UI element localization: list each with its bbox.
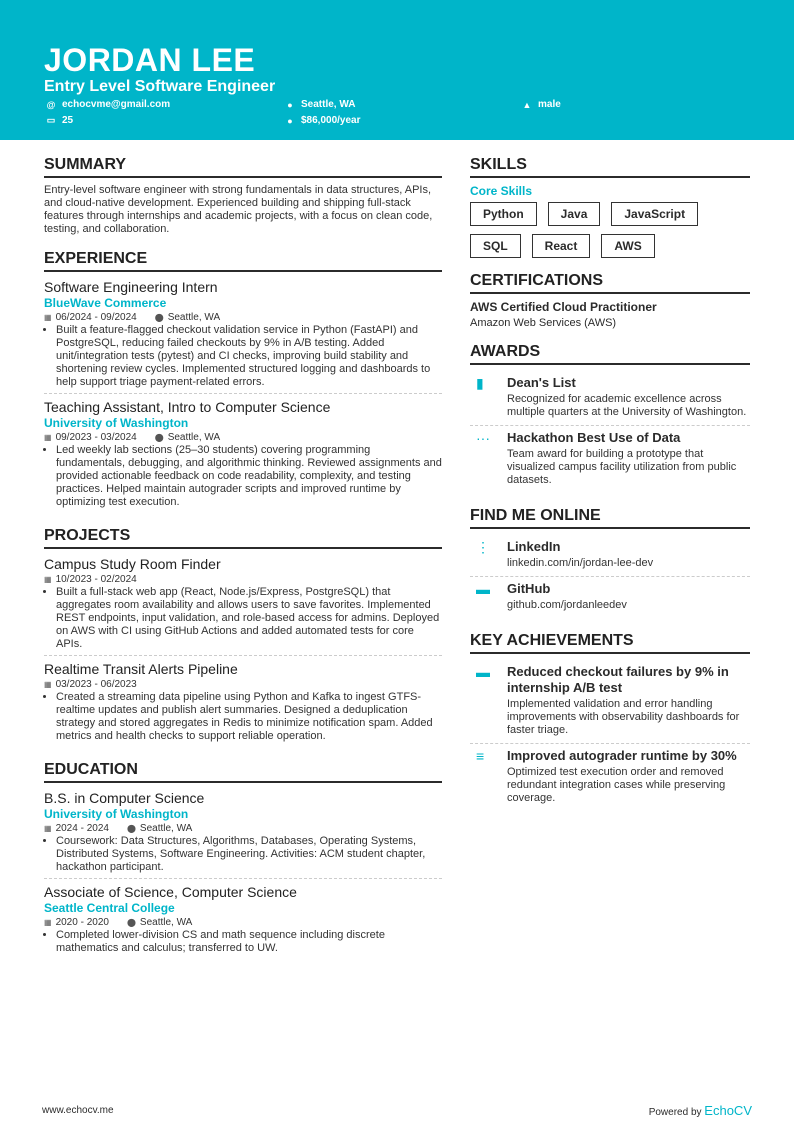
footer-powered — [649, 1103, 752, 1118]
entry-bullet: • Built a feature-flagged checkout validation service in Python (FastAPI) and PostgreSQL, reducing failed checkouts by 9% in A/B testing. Added unit/integration tests (pytest) and CI checks, improving build stability and shortening review cycles. Implemented structured logging and dashboards to help support triage payment-related errors. — [56, 324, 442, 389]
contact-location — [285, 99, 355, 110]
section-heading: EXPERIENCE — [44, 250, 442, 272]
entry-dates: 2020 - 2020 — [55, 917, 109, 928]
skill-tag: AWS — [601, 234, 654, 258]
entry-title: Teaching Assistant, Intro to Computer Science — [44, 399, 331, 415]
contact-salary — [285, 115, 361, 126]
gender-text: male — [538, 99, 561, 110]
entry-dates: 2024 - 2024 — [55, 823, 109, 834]
candidate-name: JORDAN LEE — [44, 42, 256, 78]
skill-tag: Python — [470, 202, 537, 226]
location-pin-icon: ⬤ — [154, 313, 164, 322]
entry-title: Realtime Transit Alerts Pipeline — [44, 661, 238, 677]
location-pin-icon: ⬤ — [126, 824, 136, 833]
left-column — [44, 156, 442, 973]
award-desc: Team award for building a prototype that visualized campus facility utilization from public datasets. — [507, 448, 737, 486]
skill-tag: SQL — [470, 234, 521, 258]
powered-text: Powered by — [648, 1107, 702, 1118]
skills-section — [470, 156, 750, 258]
experience-section — [44, 250, 442, 513]
at-icon: @ — [46, 99, 56, 110]
achievement-desc: Implemented validation and error handling improvements with observability dashboards for faster triage. — [507, 698, 740, 736]
document-icon: ▮ — [476, 375, 484, 391]
calendar-icon: ▦ — [44, 918, 52, 927]
calendar-icon: ▦ — [44, 680, 52, 689]
age-text: 25 — [62, 115, 74, 126]
project-entry — [44, 555, 442, 656]
contact-email — [46, 99, 170, 110]
entry-bullet: • Coursework: Data Structures, Algorithms, Databases, Operating Systems, Distributed Systems, Software Engineering. Activities: ACM student chapter, hackathon participant. — [56, 835, 442, 874]
section-heading: AWARDS — [470, 343, 750, 365]
header — [0, 0, 794, 140]
skill-tag: React — [532, 234, 591, 258]
online-section — [470, 507, 750, 618]
section-heading: KEY ACHIEVEMENTS — [470, 632, 750, 654]
calendar-icon: ▦ — [44, 313, 52, 322]
entry-meta — [44, 678, 442, 691]
section-heading: SKILLS — [470, 156, 750, 178]
skill-tag: JavaScript — [611, 202, 698, 226]
entry-dates: 09/2023 - 03/2024 — [55, 432, 137, 443]
section-heading: PROJECTS — [44, 527, 442, 549]
education-section — [44, 761, 442, 959]
awards-section — [470, 343, 750, 493]
online-title: LinkedIn — [507, 539, 561, 554]
entry-meta — [44, 311, 442, 324]
skill-tag: Java — [548, 202, 601, 226]
location-pin-icon: ● — [287, 99, 293, 110]
entry-bullet: • Completed lower-division CS and math sequence including discrete mathematics and calculus; transferred to UW. — [56, 929, 442, 955]
calendar-icon: ▦ — [44, 824, 52, 833]
cert-issuer: Amazon Web Services (AWS) — [470, 317, 617, 329]
online-item — [470, 535, 750, 577]
entry-org: BlueWave Commerce — [44, 296, 167, 310]
chat-icon: ▬ — [476, 581, 490, 597]
entry-title: Software Engineering Intern — [44, 279, 218, 295]
experience-entry — [44, 278, 442, 394]
entry-meta — [44, 573, 442, 586]
education-entry — [44, 883, 442, 959]
entry-meta — [44, 822, 442, 835]
achievements-section — [470, 632, 750, 811]
entry-location: Seattle, WA — [167, 312, 221, 323]
entry-location: Seattle, WA — [139, 917, 193, 928]
chat-dots-icon: ▬ — [476, 664, 490, 680]
entry-dates: 03/2023 - 06/2023 — [55, 679, 137, 690]
section-heading: CERTIFICATIONS — [470, 272, 750, 294]
skills-subtitle: Core Skills — [470, 184, 533, 198]
cert-name: AWS Certified Cloud Practitioner — [470, 300, 657, 314]
section-heading: FIND ME ONLINE — [470, 507, 750, 529]
contact-gender — [522, 99, 561, 110]
entry-dates: 10/2023 - 02/2024 — [55, 574, 137, 585]
contact-age — [46, 115, 73, 126]
calendar-icon: ▭ — [46, 115, 56, 125]
entry-title: Campus Study Room Finder — [44, 556, 221, 572]
online-link[interactable]: linkedin.com/in/jordan-lee-dev — [507, 557, 654, 569]
certifications-section — [470, 272, 750, 329]
entry-bullet: • Built a full-stack web app (React, Node.js/Express, PostgreSQL) that aggregates room availability and allows users to save favorites. Implemented REST endpoints, input validation, and role-based access for admins. Deployed on AWS with CI using GitHub Actions and added automated tests for core APIs. — [56, 586, 442, 651]
vertical-dots-icon: ⋮ — [476, 539, 490, 555]
summary-section — [44, 156, 442, 236]
experience-entry — [44, 398, 442, 513]
entry-bullet: • Led weekly lab sections (25–30 students) covering programming fundamentals, debugging, and algorithmic thinking. Reviewed assignments and provided actionable feedback on code readability, complexity, and testing practices. Helped maintain autograder scripts and improved runtime by optimizing test execution. — [56, 444, 442, 509]
entry-bullet: • Created a streaming data pipeline using Python and Kafka to ingest GTFS-realtime updates and publish alert summaries. Designed a deduplication strategy and stored aggregates in Redis to minimize notification spam. Added metrics and health checks to support reliable operation. — [56, 691, 442, 743]
candidate-role: Entry Level Software Engineer — [44, 78, 276, 95]
award-item — [470, 371, 750, 426]
entry-title: Associate of Science, Computer Science — [44, 884, 297, 900]
achievement-title: Reduced checkout failures by 9% in internship A/B test — [507, 664, 729, 695]
section-heading: SUMMARY — [44, 156, 442, 178]
location-text: Seattle, WA — [301, 99, 356, 110]
calendar-icon: ▦ — [44, 575, 52, 584]
education-entry — [44, 789, 442, 879]
person-icon: ▲ — [522, 99, 532, 110]
brand-logo[interactable]: EchoCV — [704, 1103, 752, 1118]
entry-meta — [44, 916, 442, 929]
email-text: echocvme@gmail.com — [62, 99, 171, 110]
location-pin-icon: ⬤ — [154, 433, 164, 442]
summary-text: Entry-level software engineer with strong fundamentals in data structures, APIs, and cloud-native development. Experienced building and shipping full-stack features through internships and academic projects, with a focus on clean code, testing, and collaboration. — [44, 184, 433, 235]
project-entry — [44, 660, 442, 747]
projects-section — [44, 527, 442, 747]
achievement-item — [470, 744, 750, 811]
entry-location: Seattle, WA — [139, 823, 193, 834]
online-item — [470, 577, 750, 618]
section-heading: EDUCATION — [44, 761, 442, 783]
lines-icon: ≡ — [476, 748, 485, 764]
online-link[interactable]: github.com/jordanleedev — [507, 599, 627, 611]
entry-title: B.S. in Computer Science — [44, 790, 205, 806]
award-item — [470, 426, 750, 493]
achievement-desc: Optimized test execution order and removed redundant integration cases while preserving coverage. — [507, 766, 726, 804]
footer-site[interactable]: www.echocv.me — [42, 1105, 114, 1116]
skills-list — [470, 202, 710, 258]
entry-org: University of Washington — [44, 416, 189, 430]
achievement-item — [470, 660, 750, 744]
entry-meta — [44, 431, 442, 444]
achievement-title: Improved autograder runtime by 30% — [507, 748, 737, 763]
salary-text: $86,000/year — [301, 115, 361, 126]
entry-location: Seattle, WA — [167, 432, 221, 443]
contact-info — [44, 99, 794, 139]
award-desc: Recognized for academic excellence across multiple quarters at the University of Washington. — [507, 393, 747, 418]
location-pin-icon: ⬤ — [126, 918, 136, 927]
award-title: Dean's List — [507, 375, 576, 390]
right-column — [470, 156, 750, 825]
award-title: Hackathon Best Use of Data — [507, 430, 681, 445]
dots-icon: ··· — [476, 430, 490, 446]
calendar-icon: ▦ — [44, 433, 52, 442]
entry-dates: 06/2024 - 09/2024 — [55, 312, 137, 323]
money-icon: ● — [287, 115, 293, 126]
entry-org: University of Washington — [44, 807, 189, 821]
entry-org: Seattle Central College — [44, 901, 175, 915]
online-title: GitHub — [507, 581, 551, 596]
